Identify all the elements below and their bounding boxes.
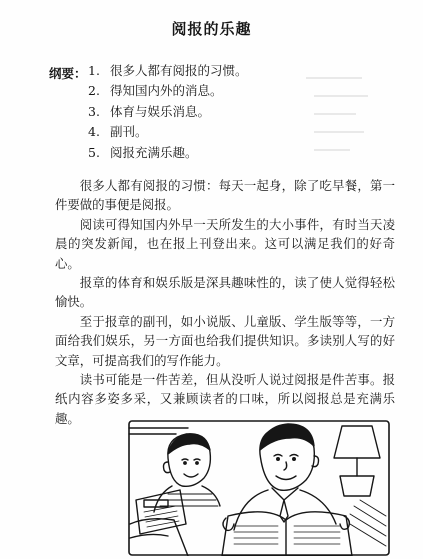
outline-list	[88, 61, 248, 163]
essay-paragraph: 读书可能是一件苦差，但从没听人说过阅报是件苦事。报纸内容多姿多采，又兼顾读者的口味，所以阅报总是充满乐趣。	[55, 372, 395, 426]
essay-body	[55, 176, 395, 428]
outline-item	[88, 143, 248, 163]
outline-item-number: 5.	[88, 144, 100, 160]
outline-item-text: 体育与娱乐消息。	[110, 103, 211, 119]
outline-item-text: 阅报充满乐趣。	[110, 144, 198, 160]
essay-paragraph: 至于报章的副刊，如小说版、儿童版、学生版等等，一方面给我们娱乐，另一方面也给我们提供知识。多读别人写的好文章，可提高我们的写作能力。	[55, 313, 395, 368]
essay-paragraph: 阅读可得知国内外早一天所发生的大小事件，有时当天凌晨的突发新闻，也在报上刊登出来。这可以满足我们的好奇心。	[55, 216, 395, 271]
outline-item-text: 得知国内外的消息。	[110, 83, 223, 99]
bleed-through-texture	[306, 70, 376, 156]
outline-item-text: 很多人都有阅报的习惯。	[110, 63, 248, 78]
essay-paragraph: 报章的体育和娱乐版是深具趣味性的，读了使人觉得轻松愉快。	[55, 275, 395, 310]
outline-item-number: 1.	[88, 63, 100, 78]
outline-item	[88, 102, 248, 122]
outline-item-text: 副刊。	[110, 124, 148, 140]
outline-item-number: 4.	[88, 124, 100, 140]
outline-item-number: 3.	[88, 103, 100, 119]
outline-item-number: 2.	[88, 83, 100, 99]
outline-item	[88, 122, 248, 142]
page-title: 阅报的乐趣	[171, 20, 252, 38]
outline-item	[88, 61, 248, 81]
outline-label: 纲要：	[49, 66, 87, 81]
outline-item	[88, 81, 248, 101]
essay-paragraph: 很多人都有阅报的习惯：每天一起身，除了吃早餐，第一件要做的事便是阅报。	[55, 178, 395, 213]
newspaper-reading-illustration	[128, 420, 390, 556]
